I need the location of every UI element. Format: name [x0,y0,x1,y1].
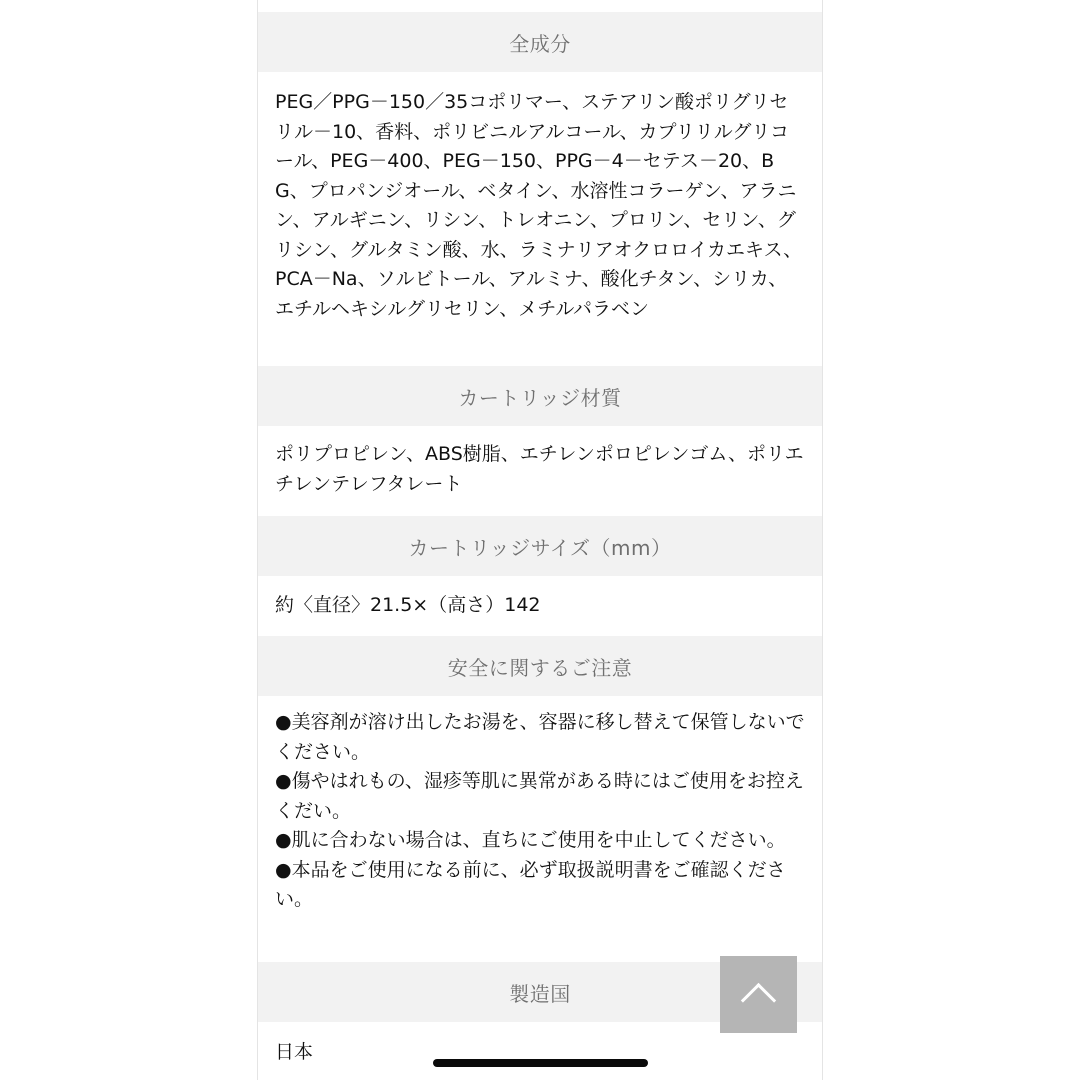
spec-table [257,0,823,1080]
section-header-country: 製造国 [258,962,822,1022]
chevron-up-icon [741,983,776,1018]
section-body-country: 日本 [275,1041,314,1063]
section-header-ingredients: 全成分 [258,12,822,72]
section-body-cartridge-material: ポリプロピレン、ABS樹脂、エチレンポロピレンゴム、ポリエチレンテレフタレート [275,443,804,495]
section-body-ingredients: PEG／PPG－150／35コポリマー、ステアリン酸ポリグリセリル－10、香料、ポリビニルアルコール、カプリリルグリコール、PEG－400、PEG－150、PPG－4－セテス－20、BG、プロパンジオール、ベタイン、水溶性コラーゲン、アラニン、アルギニン、リシン、トレオニン、プロリン、セリン、グリシン、グルタミン酸、水、ラミナリアオクロロイカエキス、PCA－Na、ソルビトール、アルミナ、酸化チタン、シリカ、エチルヘキシルグリセリン、メチルパラベン [275,91,803,320]
section-body-safety: ●美容剤が溶け出したお湯を、容器に移し替えて保管しないでください。 ●傷やはれもの、湿疹等肌に異常がある時にはご使用をお控えくだい。 ●肌に合わない場合は、直ちにご使用を中止してください。 ●本品をご使用になる前に、必ず取扱説明書をご確認ください。 [275,711,805,910]
scroll-to-top-button[interactable] [720,956,797,1033]
section-header-cartridge-material: カートリッジ材質 [258,366,822,426]
section-body-cartridge-size: 約〈直径〉21.5×（高さ）142 [275,594,541,616]
section-header-safety: 安全に関するご注意 [258,636,822,696]
home-indicator[interactable] [433,1059,648,1067]
section-header-cartridge-size: カートリッジサイズ（mm） [258,516,822,576]
top-divider [258,0,822,12]
